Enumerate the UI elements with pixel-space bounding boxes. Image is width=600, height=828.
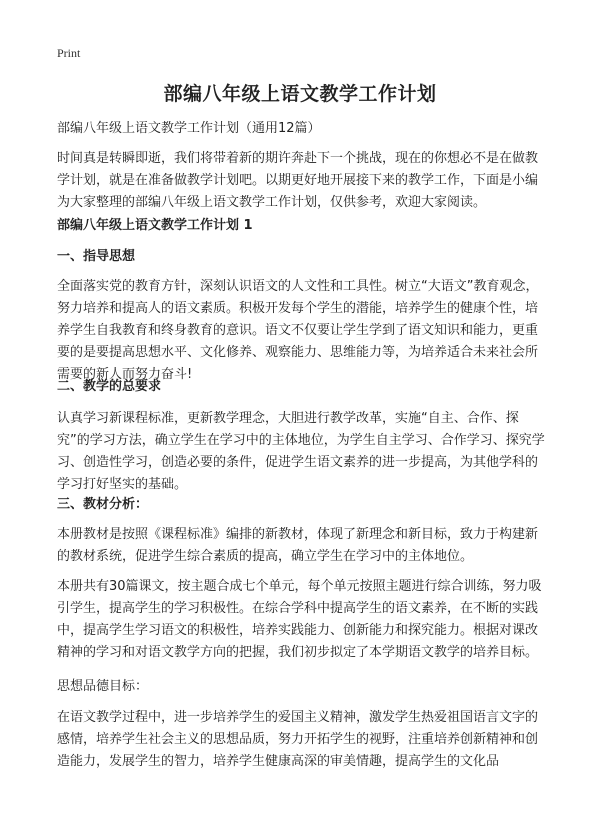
section-paragraph: 在语文教学过程中，进一步培养学生的爱国主义精神，激发学生热爱祖国语言文字的感情，培养学生社会主义的思想品质，努力开拓学生的视野，注重培养创新精神和创造能力，发展学生的智力，培养学生健康高深的审美情趣，提高学生的文化品	[57, 710, 539, 769]
goal-label: 思想品德目标：	[57, 679, 149, 694]
section-paragraph: 全面落实党的教育方针，深刻认识语文的人文性和工具性。树立“大语文”教育观念，努力培养和提高人的语文素质。积极开发每个学生的潜能，培养学生的健康个性，培养学生自我教育和终身教育的意识。语文不仅要让学生学到了语文知识和能力，更重要的是要提高思想水平、文化修养、观察能力、思维能力等，为培养适合未来社会所需要的新人而努力奋斗!	[57, 279, 539, 382]
section-heading-guiding-ideology: 一、指导思想	[57, 249, 136, 264]
print-link[interactable]: Print	[57, 46, 81, 60]
section-paragraph: 认真学习新课程标准，更新教学理念，大胆进行教学改革，实施“自主、合作、探究”的学习方法，确立学生在学习中的主体地位，为学生自主学习、合作学习、探究学习、创造性学习，创造必要的条件，促进学生语文素养的进一步提高，为其他学科的学习打好坚实的基础。	[57, 411, 545, 492]
section-heading-textbook-analysis: 三、教材分析：	[57, 497, 149, 512]
page-title: 部编八年级上语文教学工作计划	[163, 83, 437, 105]
section-heading-general-requirements: 二、教学的总要求	[57, 379, 162, 394]
section-paragraph: 本册共有30篇课文，按主题合成七个单元，每个单元按照主题进行综合训练，努力吸引学生，提高学生的学习积极性。在综合学科中提高学生的语文素养，在不断的实践中，提高学生学习语文的积极性，培养实践能力、创新能力和探究能力。根据对课改精神的学习和对语文教学方向的把握，我们初步拟定了本学期语文教学的培养目标。	[57, 579, 542, 660]
section-paragraph: 本册教材是按照《课程标准》编排的新教材，体现了新理念和新目标，致力于构建新的教材系统，促进学生综合素质的提高，确立学生在学习中的主体地位。	[57, 527, 539, 564]
plan-heading: 部编八年级上语文教学工作计划 1	[57, 218, 253, 233]
intro-paragraph: 时间真是转瞬即逝，我们将带着新的期许奔赴下一个挑战，现在的你想必不是在做教学计划，就是在准备做教学计划吧。以期更好地开展接下来的教学工作，下面是小编为大家整理的部编八年级上语文教学工作计划，仅供参考，欢迎大家阅读。	[57, 151, 539, 210]
document-subtitle: 部编八年级上语文教学工作计划（通用12篇）	[57, 121, 321, 136]
